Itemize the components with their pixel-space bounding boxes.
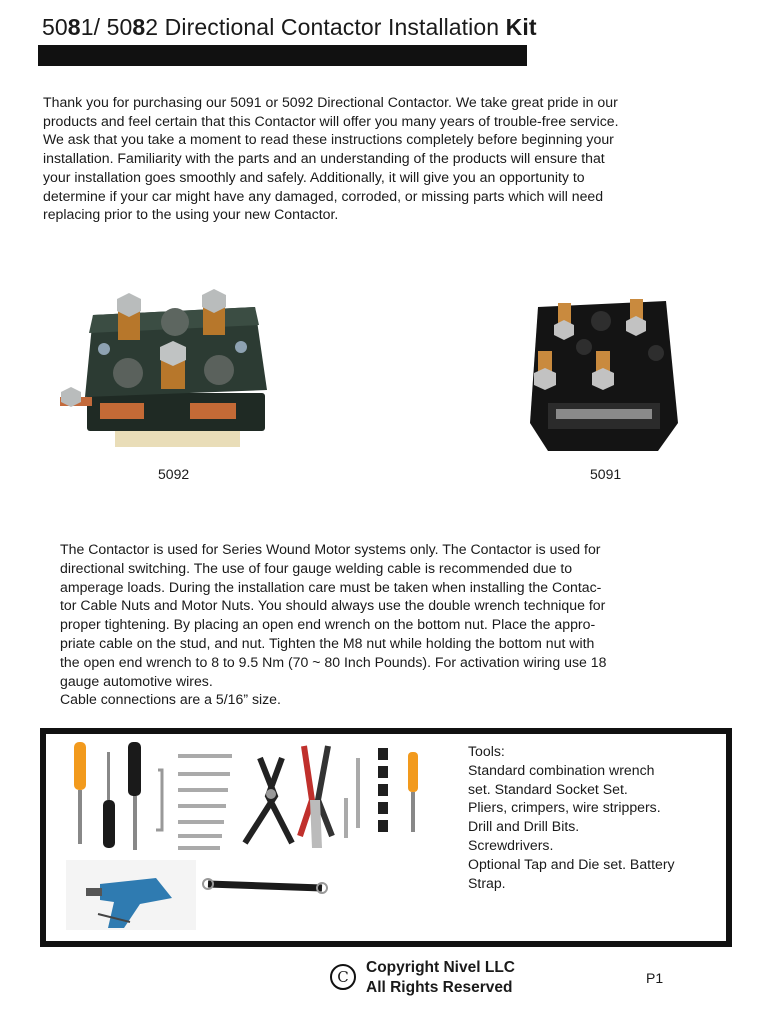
tools-line: Pliers, crimpers, wire strippers. (468, 799, 661, 816)
intro-line: determine if your car might have any damaged, corroded, or missing parts which will need (43, 187, 604, 204)
body-line: The Contactor is used for Series Wound Motor systems only. The Contactor is used for (60, 541, 601, 557)
copyright-line-1: Copyright Nivel LLC (366, 959, 515, 976)
tools-line: set. Standard Socket Set. (468, 780, 628, 797)
body-line: Cable connections are a 5/16” size. (60, 691, 281, 708)
page-number: P1 (646, 970, 664, 986)
title-underline-bar (38, 45, 527, 66)
tools-line: Tools: (468, 743, 505, 759)
intro-line: your installation goes smoothly and safely. Additionally, it will give you an opportunity to (43, 168, 585, 185)
contactor-5091-photo (528, 285, 683, 460)
body-line: amperage loads. During the installation care must be taken when installing the Contac- (60, 578, 602, 595)
tools-line: Drill and Drill Bits. (468, 818, 580, 835)
caption-5091: 5091 (590, 466, 622, 482)
body-line: directional switching. The use of four gauge welding cable is recommended due to (60, 559, 573, 576)
tools-list (468, 742, 675, 892)
tools-line: Standard combination wrench (468, 761, 655, 778)
body-line: gauge automotive wires. (60, 672, 213, 689)
contactor-5092-photo (55, 285, 275, 450)
body-line: tor Cable Nuts and Motor Nuts. You should always use the double wrench technique for (60, 597, 606, 614)
intro-line: replacing prior to the using your new Contactor. (43, 206, 339, 223)
body-paragraph (60, 540, 720, 709)
intro-line: Thank you for purchasing our 5091 or 5092 Directional Contactor. We take great pride in our (43, 94, 618, 110)
tools-line: Strap. (468, 874, 506, 891)
caption-5092: 5092 (158, 466, 190, 482)
tools-line: Screwdrivers. (468, 836, 554, 853)
copyright-icon: C (330, 964, 356, 990)
intro-line: We ask that you take a moment to read these instructions completely before beginning your (43, 131, 614, 148)
body-line: priate cable on the stud, and nut. Tighten the M8 nut while holding the bottom nut with (60, 634, 595, 651)
body-line: proper tightening. By placing an open end wrench on the bottom nut. Place the appro- (60, 616, 596, 633)
tools-line: Optional Tap and Die set. Battery (468, 855, 675, 872)
intro-line: installation. Familiarity with the parts and an understanding of the products will ensure that (43, 150, 605, 167)
intro-line: products and feel certain that this Contactor will offer you many years of trouble-free service. (43, 112, 619, 129)
copyright-text (366, 958, 515, 998)
copyright-line-2: All Rights Reserved (366, 979, 513, 996)
page-title: 5081/ 5082 Directional Contactor Installation Kit (42, 14, 537, 40)
tools-photo (60, 738, 440, 930)
intro-paragraph (43, 93, 733, 224)
body-line: the open end wrench to 8 to 9.5 Nm (70 ~ 80 Inch Pounds). For activation wiring use 18 (60, 653, 607, 670)
